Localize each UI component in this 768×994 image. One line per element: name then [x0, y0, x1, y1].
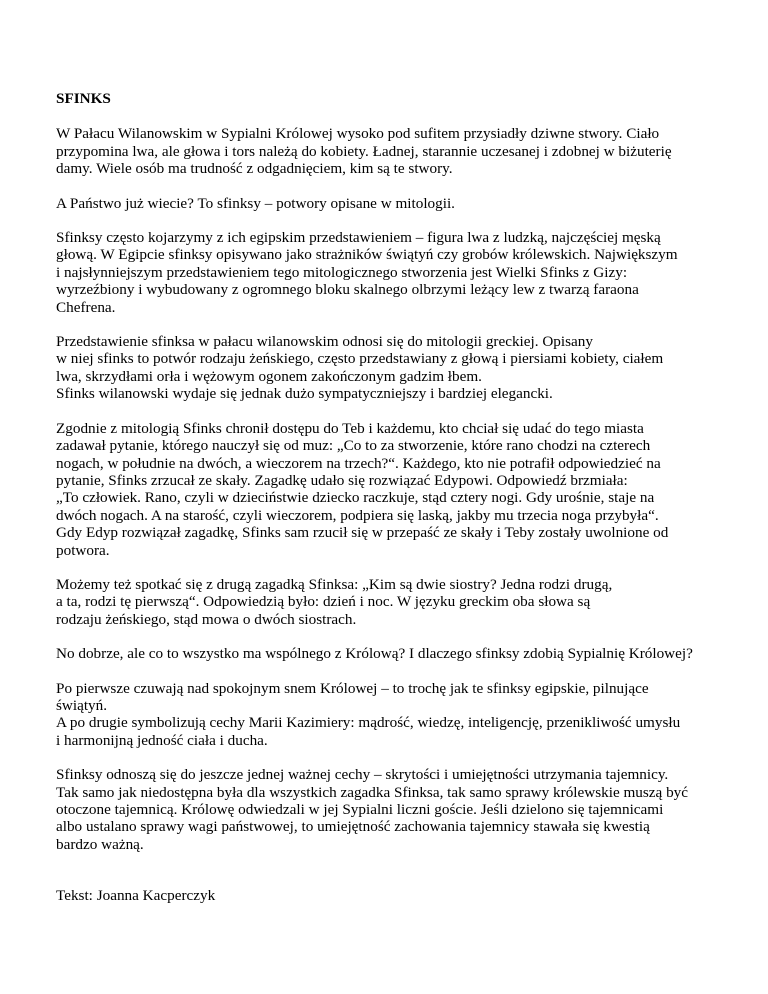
text-line: przypomina lwa, ale głowa i tors należą do kobiety. Ładnej, starannie uczesanej i zdobnej w biżuterię — [56, 142, 672, 160]
text-line: damy. Wiele osób ma trudność z odgadnięciem, kim są te stwory. — [56, 160, 453, 178]
text-line: świątyń. — [56, 696, 108, 714]
text-line: Zgodnie z mitologią Sfinks chronił dostępu do Teb i każdemu, kto chciał się udać do tego miasta — [56, 419, 644, 437]
text-line: albo ustalano sprawy wagi państwowej, to umiejętność zachowania tajemnicy stawała się kwestią — [56, 818, 650, 836]
text-line: dwóch nogach. A na starość, czyli wieczorem, podpiera się laską, jakby mu trzecia noga przybyła“. — [56, 506, 659, 524]
text-line: rodzaju żeńskiego, stąd mowa o dwóch siostrach. — [56, 610, 357, 628]
paragraph — [56, 576, 716, 628]
text-line: „To człowiek. Rano, czyli w dzieciństwie dziecko raczkuje, stąd cztery nogi. Gdy urośnie, staje na — [56, 489, 655, 507]
text-line: Gdy Edyp rozwiązał zagadkę, Sfinks sam rzucił się w przepaść ze skały i Teby zostały uwolnione od — [56, 524, 669, 542]
text-line: A Państwo już wiecie? To sfinksy – potwory opisane w mitologii. — [56, 194, 455, 212]
author-credit: Tekst: Joanna Kacperczyk — [56, 887, 216, 905]
paragraph — [56, 645, 716, 662]
text-line: wyrzeźbiony i wybudowany z ogromnego bloku skalnego olbrzymi leżący lew z twarzą faraona — [56, 281, 639, 299]
text-line: Sfinksy odnoszą się do jeszcze jednej ważnej cechy – skrytości i umiejętności utrzymania tajemnicy. — [56, 766, 669, 784]
paragraph — [56, 680, 716, 750]
text-line: lwa, skrzydłami orła i wężowym ogonem zakończonym gadzim łbem. — [56, 367, 482, 385]
text-line: Przedstawienie sfinksa w pałacu wilanowskim odnosi się do mitologii greckiej. Opisany — [56, 333, 593, 351]
text-line: No dobrze, ale co to wszystko ma wspólnego z Królową? I dlaczego sfinksy zdobią Sypialnię Królowej? — [56, 645, 693, 663]
text-line: potwora. — [56, 541, 110, 559]
text-line: otoczone tajemnicą. Królowę odwiedzali w jej Sypialni liczni goście. Jeśli dzielono się tajemnicami — [56, 801, 664, 818]
text-line: i harmonijną jedność ciała i ducha. — [56, 731, 268, 749]
text-line: pytanie, Sfinks zrzucał ze skały. Zagadkę udało się rozwiązać Edypowi. Odpowiedź brzmiała: — [56, 471, 628, 489]
paragraph — [56, 195, 716, 212]
text-line: Możemy też spotkać się z drugą zagadką Sfinksa: „Kim są dwie siostry? Jedna rodzi drugą, — [56, 575, 613, 593]
text-line: a ta, rodzi tę pierwszą“. Odpowiedzią było: dzień i noc. W języku greckim oba słowa są — [56, 593, 591, 611]
paragraph — [56, 229, 716, 316]
paragraph — [56, 333, 716, 403]
document-page — [56, 90, 716, 905]
document-body — [56, 125, 716, 853]
text-line: w niej sfinks to potwór rodzaju żeńskiego, często przedstawiany z głową i piersiami kobiety, ciałem — [56, 350, 664, 368]
text-line: A po drugie symbolizują cechy Marii Kazimiery: mądrość, wiedzę, inteligencję, przenikliwość umysłu — [56, 714, 681, 732]
text-line: Po pierwsze czuwają nad spokojnym snem Królowej – to trochę jak te sfinksy egipskie, pilnujące — [56, 679, 649, 697]
text-line: Tak samo jak niedostępna była dla wszystkich zagadka Sfinksa, tak samo sprawy królewskie muszą być — [56, 783, 689, 801]
paragraph — [56, 420, 716, 559]
document-title: SFINKS — [56, 90, 111, 107]
text-line: Chefrena. — [56, 298, 116, 316]
text-line: Sfinks wilanowski wydaje się jednak dużo sympatyczniejszy i bardziej elegancki. — [56, 385, 553, 403]
paragraph — [56, 125, 716, 177]
paragraph — [56, 766, 716, 853]
text-line: W Pałacu Wilanowskim w Sypialni Królowej wysoko pod sufitem przysiadły dziwne stwory. Ciało — [56, 125, 660, 143]
text-line: i najsłynniejszym przedstawieniem tego mitologicznego stworzenia jest Wielki Sfinks z Gizy: — [56, 263, 628, 281]
text-line: bardzo ważną. — [56, 835, 144, 853]
text-line: głową. W Egipcie sfinksy opisywano jako strażników świątyń czy grobów królewskich. Największym — [56, 246, 678, 264]
text-line: Sfinksy często kojarzymy z ich egipskim przedstawieniem – figura lwa z ludzką, najczęściej męską — [56, 229, 661, 247]
text-line: nogach, w południe na dwóch, a wieczorem na trzech?“. Każdego, kto nie potrafił odpowiedzieć na — [56, 454, 661, 472]
text-line: zadawał pytanie, którego nauczył się od muz: „Co to za stworzenie, które rano chodzi na czterech — [56, 437, 651, 455]
